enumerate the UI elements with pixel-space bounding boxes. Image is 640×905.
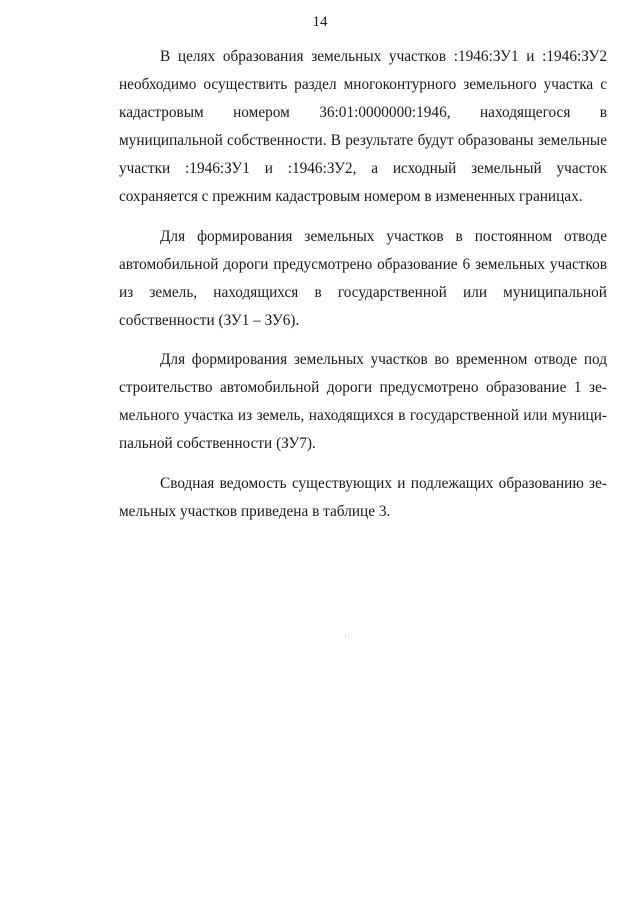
page-number: 14 bbox=[312, 14, 328, 30]
body-text bbox=[119, 43, 607, 537]
paragraph-summary-reference: Сводная ведомость существующих и подлежащих образованию земельных участков приведена в таблице 3. bbox=[119, 474, 607, 520]
paragraph-permanent-allotment: Для формирования земельных участков в постоянном отводе автомобильной дороги предусмотрено образование 6 земельных участков из земель, находящихся в государственной или муниципальной собственности (ЗУ1 – ЗУ6). bbox=[119, 227, 607, 329]
scan-speck bbox=[345, 636, 346, 637]
paragraph-land-division: В целях образования земельных участков :1946:ЗУ1 и :1946:ЗУ2 необходимо осуществить раздел многоконтурного земельного участка с кадастровым номером 36:01:0000000:1946, находящегося в муниципальной собственности. В результате будут образованы земельные участки :1946:ЗУ1 и :1946:ЗУ2, а исходный земельный участок сохраняется с прежним кадастровым номером в измененных границах. bbox=[119, 48, 607, 205]
paragraph-temporary-allotment: Для формирования земельных участков во временном отводе под строительство автомобильной дороги предусмотрено образование 1 земельного участка из земель, находящихся в государственной или муниципальной собственности (ЗУ7). bbox=[119, 351, 607, 452]
